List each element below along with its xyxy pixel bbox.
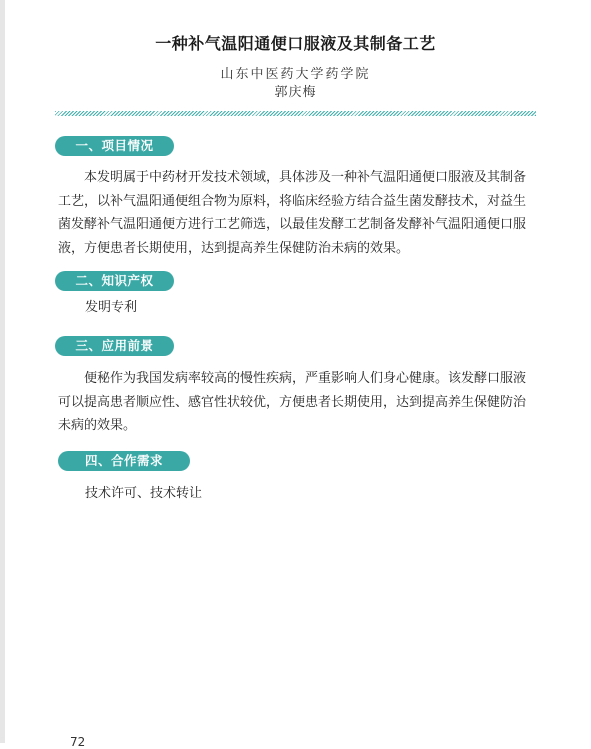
section-body-cooperation: 技术许可、技术转让 (85, 486, 203, 501)
author-name: 郭庆梅 (274, 85, 317, 100)
section-heading-project: 一、项目情况 (55, 136, 174, 156)
page-number: 72 (70, 735, 86, 749)
page-edge (0, 0, 5, 743)
section-heading-ip: 二、知识产权 (55, 271, 174, 291)
section-body-project: 本发明属于中药材开发技术领域，具体涉及一种补气温阳通便口服液及其制备工艺，以补气温阳通便组合物为原料，将临床经验方结合益生菌发酵技术，对益生菌发酵补气温阳通便方进行工艺筛选，以最佳发酵工艺制备发酵补气温阳通便口服液，方便患者长期使用，达到提高养生保健防治未病的效果。 (58, 170, 527, 256)
section-body-ip: 发明专利 (85, 300, 138, 315)
section-heading-prospects: 三、应用前景 (55, 336, 174, 356)
document-title: 一种补气温阳通便口服液及其制备工艺 (155, 34, 436, 53)
section-body-prospects: 便秘作为我国发病率较高的慢性疾病，严重影响人们身心健康。该发酵口服液可以提高患者顺应性、感官性状较优，方便患者长期使用，达到提高养生保健防治未病的效果。 (58, 371, 527, 433)
section-heading-cooperation: 四、合作需求 (58, 451, 190, 471)
hatched-divider (55, 111, 536, 116)
organization-name: 山东中医药大学药学院 (220, 67, 371, 82)
